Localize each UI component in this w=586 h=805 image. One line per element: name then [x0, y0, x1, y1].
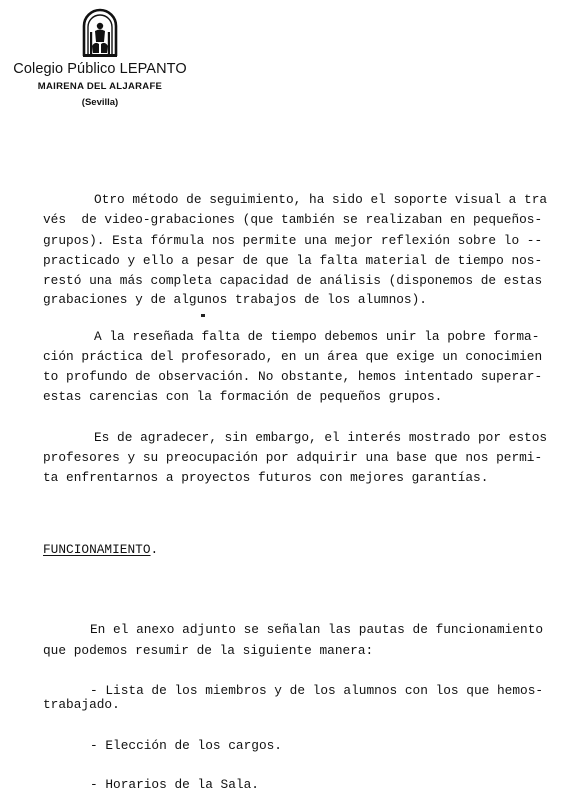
text-line: to profundo de observación. No obstante, hemos intentado superar-	[43, 369, 543, 384]
stray-mark	[201, 314, 205, 317]
school-town: MAIRENA DEL ALJARAFE	[37, 81, 163, 92]
text-line: En el anexo adjunto se señalan las pautas de funcionamiento	[90, 622, 544, 637]
junta-andalucia-emblem-icon	[80, 6, 120, 58]
text-line: profesores y su preocupación por adquirir una base que nos permi-	[43, 450, 543, 465]
text-line: grabaciones y de algunos trabajos de los alumnos).	[43, 292, 427, 307]
text-line: ción práctica del profesorado, en un área que exige un conocimien	[43, 349, 543, 364]
section-heading-text: FUNCIONAMIENTO	[43, 542, 151, 557]
school-province: (Sevilla)	[81, 97, 119, 108]
section-heading-punct: .	[150, 542, 159, 557]
text-line: - Elección de los cargos.	[90, 738, 282, 753]
text-line: Otro método de seguimiento, ha sido el soporte visual a tra	[94, 192, 548, 207]
text-line: practicado y ello a pesar de que la falta material de tiempo nos-	[43, 253, 543, 268]
section-heading	[43, 542, 158, 557]
letterhead	[0, 0, 200, 120]
school-name: Colegio Público LEPANTO	[13, 61, 187, 77]
text-line: Es de agradecer, sin embargo, el interés mostrado por estos	[94, 430, 548, 445]
text-line: grupos). Esta fórmula nos permite una mejor reflexión sobre lo --	[43, 233, 543, 248]
text-line: vés de video-grabaciones (que también se realizaban en pequeños-	[43, 212, 543, 227]
text-line: - Horarios de la Sala.	[90, 777, 259, 792]
text-line: que podemos resumir de la siguiente manera:	[43, 643, 374, 658]
text-line: trabajado.	[43, 697, 120, 712]
text-line: A la reseñada falta de tiempo debemos unir la pobre forma-	[94, 329, 540, 344]
text-line: ta enfrentarnos a proyectos futuros con mejores garantías.	[43, 470, 489, 485]
text-line: estas carencias con la formación de pequeños grupos.	[43, 389, 443, 404]
text-line: restó una más completa capacidad de análisis (disponemos de estas	[43, 273, 543, 288]
text-line: - Lista de los miembros y de los alumnos con los que hemos-	[90, 683, 544, 698]
